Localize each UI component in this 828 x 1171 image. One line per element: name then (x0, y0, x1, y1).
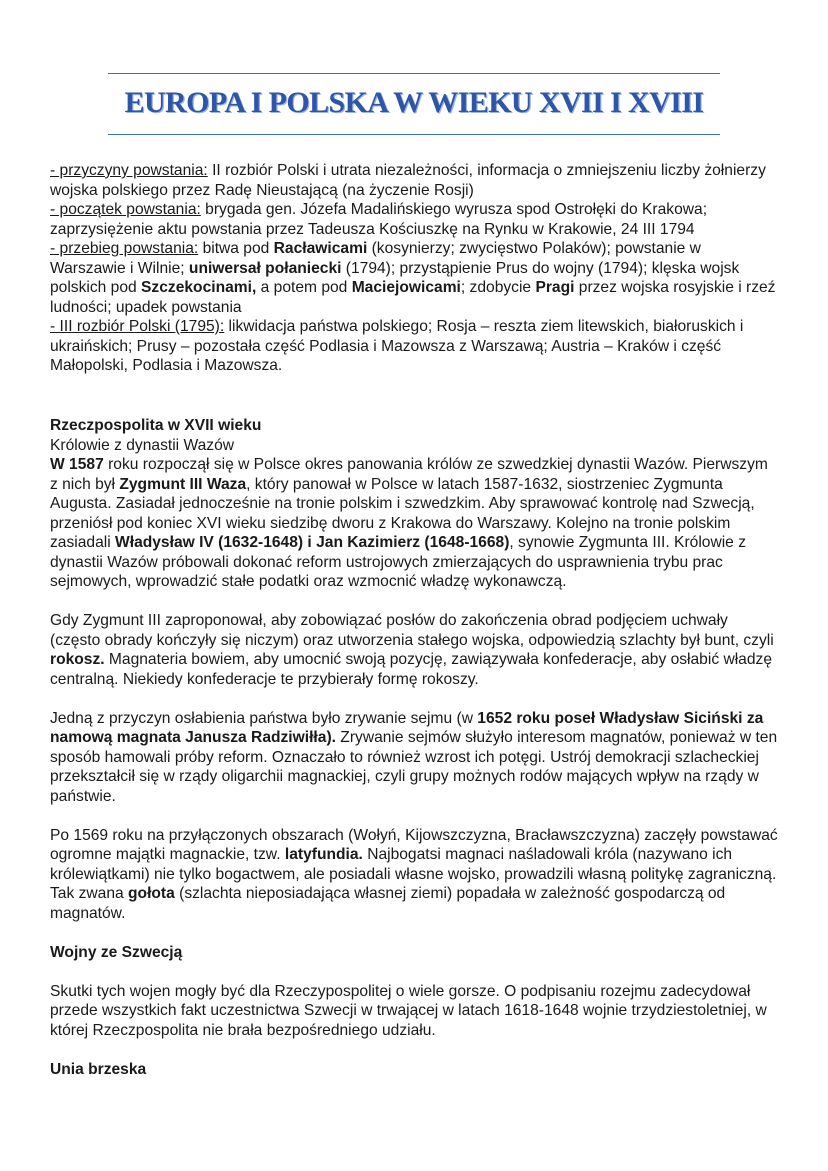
spacer (50, 1040, 780, 1060)
course-text: (1794); przystąpienie Prus do wojny (1794); klęska wojsk polskich pod (50, 259, 740, 296)
paragraph-text: Jedną z przyczyn osłabienia państwa było zrywanie sejmu (w (50, 709, 478, 727)
partition-paragraph (50, 317, 780, 376)
course-text: a potem pod (256, 279, 352, 296)
course-bold-raclawice: Racławicami (273, 240, 368, 257)
causes-text: II rozbiór Polski i utrata niezależności, informacja o zmniejszeniu liczby żołnierzy wojska polskiego przez Radę Nieustającą (na życzenie Rosji) (50, 162, 766, 199)
causes-paragraph (50, 161, 780, 200)
course-bold-maciejowice: Maciejowicami (351, 279, 461, 296)
heading-text: Rzeczpospolita w XVII wieku (50, 417, 262, 434)
start-text: brygada gen. Józefa Madalińskiego wyrusza spod Ostrołęki do Krakowa; zaprzysiężenie aktu powstania przez Tadeusza Kościuszkę na Rynku w Krakowie, 24 III 1794 (50, 201, 708, 238)
course-text: ; zdobycie (460, 279, 536, 296)
wojny-paragraph: Skutki tych wojen mogły być dla Rzeczypospolitej o wiele gorsze. O podpisaniu rozejmu zadecydował przede wszystkich fakt uczestnictwa Szwecji w trwającej w latach 1618-1648 wojnie trzydziestoletniej, w której Rzeczpospolita nie brała bezpośredniego udziału. (50, 982, 767, 1039)
course-text: przez wojska rosyjskie i rzeź ludności; upadek powstania (50, 279, 776, 316)
paragraph-text: (szlachta nieposiadająca własnej ziemi) popadała w zależność gospodarczą od magnatów. (50, 885, 726, 922)
heading-text: Wojny ze Szwecją (50, 943, 183, 961)
spacer (50, 923, 780, 943)
section-heading-unia (50, 1060, 780, 1080)
document-body (50, 161, 780, 1079)
spacer (50, 962, 780, 982)
start-label: - początek powstania: (50, 201, 201, 218)
bold-latyfundia: latyfundia. (284, 846, 363, 863)
spacer (50, 689, 780, 709)
page-title: EUROPA I POLSKA W WIEKU XVII I XVIII (124, 86, 704, 119)
bold-1587: W 1587 (50, 456, 104, 473)
course-bold-praga: Pragi (535, 279, 575, 296)
latyfundia-paragraph (50, 826, 780, 924)
spacer (50, 397, 780, 417)
partition-label: - III rozbiór Polski (1795): (50, 318, 225, 335)
paragraph-text: Magnateria bowiem, aby umocnić swoją pozycję, zawiązywała konfederacje, aby osłabić władzę centralną. Niekiedy konfederacje te przybierały formę rokoszy. (50, 651, 772, 688)
bold-rokosz: rokosz. (50, 651, 105, 668)
spacer (50, 592, 780, 612)
course-paragraph (50, 239, 780, 317)
bold-golota: gołota (128, 885, 175, 902)
liberum-veto-paragraph (50, 709, 780, 807)
rokosz-paragraph (50, 611, 780, 689)
causes-label: - przyczyny powstania: (50, 162, 208, 179)
heading-text: Unia brzeska (50, 1060, 147, 1078)
subheading-wazowie: Królowie z dynastii Wazów (50, 436, 235, 454)
title-rule-top (108, 73, 720, 74)
paragraph-text: , który panował w Polsce w latach 1587-1632, siostrzeniec Zygmunta Augusta. Zasiadał jednocześnie na tronie polskim i szwedzkim. Aby sprawować kontrolę nad Szwecją, przeniósł pod koniec XVI wieku siedzibę dworu z Krakowa do Warszawy. Kolejno na tronie polskim zasiadali (50, 475, 755, 551)
course-bold-szczekociny: Szczekocinami, (141, 279, 257, 296)
bold-sicinski: 1652 roku poseł Władysław Siciński za namową magnata Janusza Radziwiłła). (50, 709, 764, 746)
paragraph-text: Najbogatsi magnaci naśladowali króla (nazywano ich królewiątkami) nie tylko bogactwem, ale posiadali własne wojsko, prowadzili własną politykę zagraniczną. Tak zwana (50, 846, 777, 902)
course-label: - przebieg powstania: (50, 240, 199, 257)
spacer (50, 376, 780, 397)
course-text: bitwa pod (198, 240, 274, 257)
bold-wladyslaw-jan: Władysław IV (1632-1648) i Jan Kazimierz (1648-1668) (115, 534, 510, 551)
course-bold-uniwersal: uniwersał połaniecki (188, 259, 342, 277)
bold-zygmunt: Zygmunt III Waza (119, 475, 247, 493)
paragraph-text: Po 1569 roku na przyłączonych obszarach (Wołyń, Kijowszczyzna, Bracławszczyzna) zaczęły powstawać ogromne majątki magnackie, tzw. (50, 826, 778, 863)
section-heading-rzeczpospolita (50, 416, 780, 436)
paragraph-text: Zrywanie sejmów służyło interesom magnatów, ponieważ w ten sposób hamowali próby reform. Oznaczało to również wzrost ich potęgi. Ustrój demokracji szlacheckiej przekształcił się w rządy oligarchii magnackiej, czyli grupy możnych rodów mających wpływ na rządy w państwie. (50, 729, 778, 805)
partition-text: likwidacja państwa polskiego; Rosja – reszta ziem litewskich, białoruskich i ukraińskich; Prusy – pozostała część Podlasia i Mazowsza z Warszawą; Austria – Kraków i część Małopolski, Podlasia i Mazowsza. (50, 318, 744, 374)
spacer (50, 806, 780, 826)
vasa-paragraph (50, 455, 780, 592)
paragraph-text: Gdy Zygmunt III zaproponował, aby zobowiązać posłów do zakończenia obrad podjęciem uchwały (często obrady kończyły się niczym) oraz utworzenia stałego wojska, odpowiedzią szlachty był bunt, czyli (50, 612, 774, 649)
paragraph-text: roku rozpoczął się w Polsce okres panowania królów ze szwedzkiej dynastii Wazów. Pierwszym z nich był (50, 456, 768, 493)
title-rule-bottom (108, 134, 720, 135)
paragraph-text: , synowie Zygmunta III. Królowie z dynastii Wazów próbowali dokonać reform ustrojowych zmierzających do usprawnienia trybu prac sejmowych, wprowadzić stałe podatki oraz wzmocnić władzę wykonawczą. (50, 534, 746, 590)
section-heading-wojny (50, 943, 780, 963)
course-text: (kosynierzy; zwycięstwo Polaków); powstanie w Warszawie i Wilnie; (50, 240, 701, 277)
start-paragraph (50, 200, 780, 239)
